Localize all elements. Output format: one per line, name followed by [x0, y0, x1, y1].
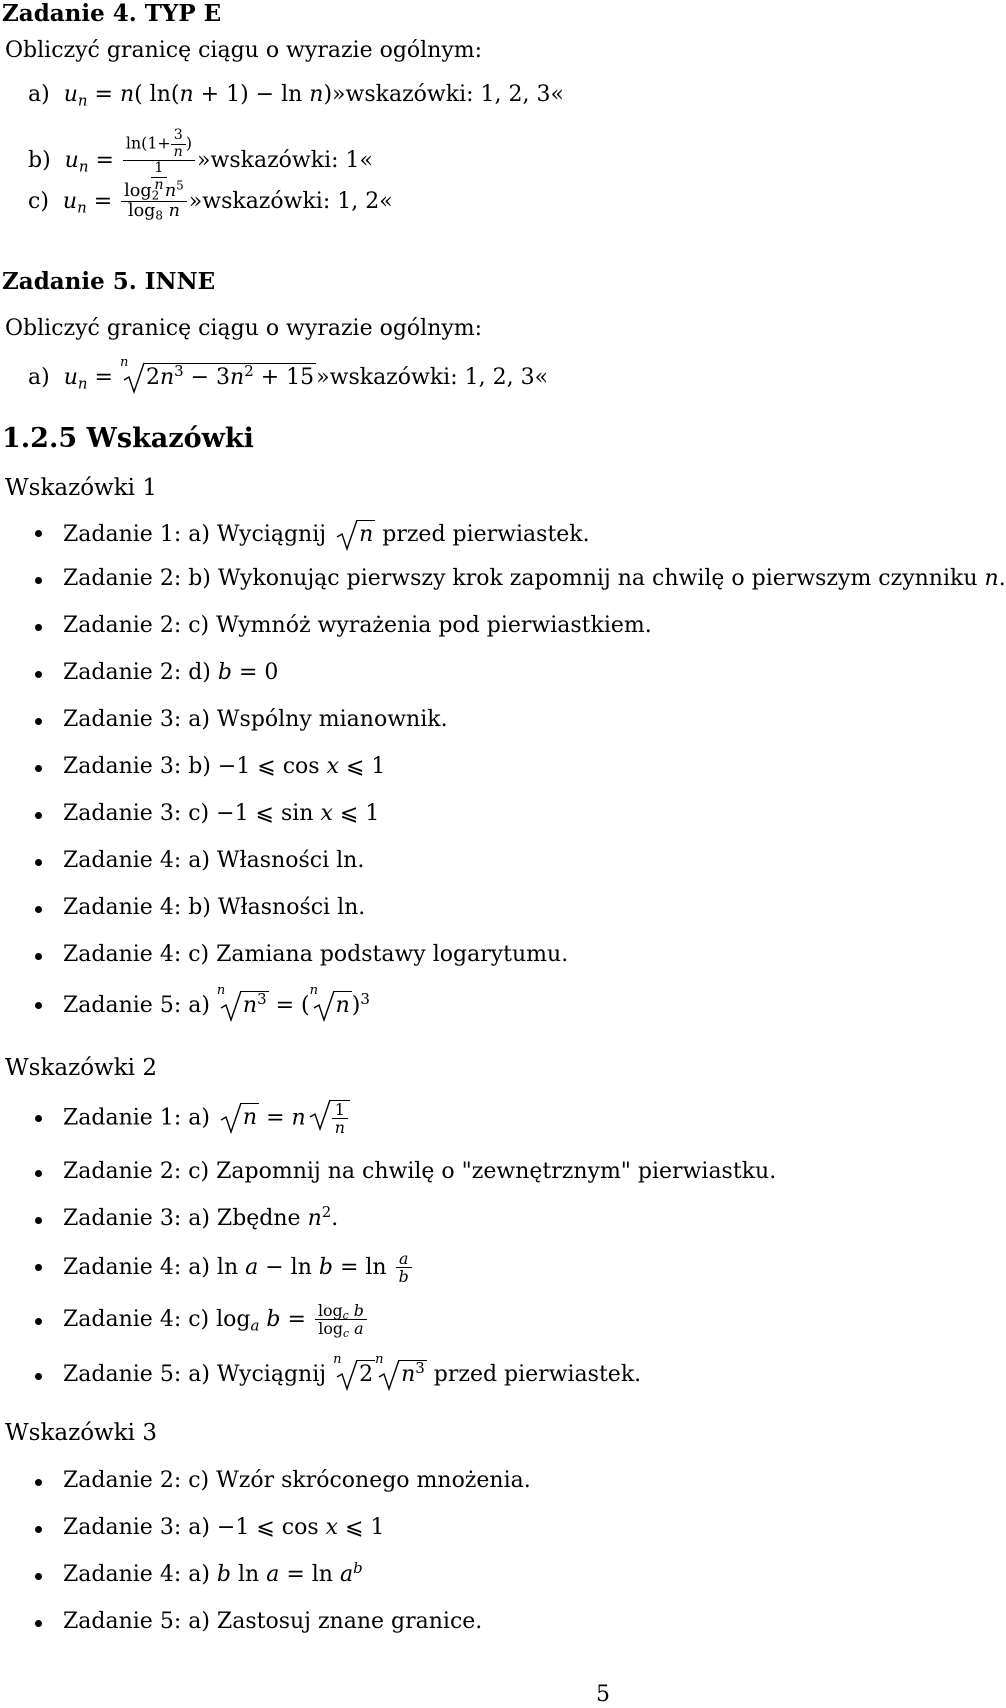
- bullet: [35, 859, 42, 866]
- bullet: [35, 671, 42, 678]
- bullet: [35, 1115, 42, 1122]
- hint-ref: »wskazówki: 1, 2, 3«: [332, 82, 564, 107]
- w2-item-2: Zadanie 2: c) Zapomnij na chwilę o "zewnętrznym" pierwiastku.: [63, 1159, 777, 1184]
- bullet: [35, 1526, 42, 1533]
- w1-item-5: Zadanie 3: a) Wspólny mianownik.: [63, 707, 448, 732]
- w3-item-2: Zadanie 3: a) −1 ⩽ cos x ⩽ 1: [63, 1515, 385, 1540]
- bullet: [35, 530, 42, 537]
- formula: $u_n$ = $\frac{\log_2 n^5}{\log_8 n}$: [56, 189, 189, 214]
- page-number: 5: [596, 1682, 610, 1707]
- bullet: [35, 906, 42, 913]
- item-label: a): [28, 365, 50, 390]
- zadanie-4-a: [28, 82, 564, 108]
- bullet: [35, 718, 42, 725]
- w1-item-11: Zadanie 5: a) n $n^3$ = ( n n)$^3$: [63, 983, 370, 1018]
- zadanie-4-c: [28, 178, 393, 223]
- bullet: [35, 577, 42, 584]
- zadanie-4-intro: Obliczyć granicę ciągu o wyrazie ogólnym:: [5, 38, 483, 63]
- item-label: b): [28, 147, 51, 173]
- bullet: [35, 1373, 42, 1380]
- w1-item-2: Zadanie 2: b) Wykonując pierwszy krok zapomnij na chwilę o pierwszym czynniku n.: [63, 566, 1006, 591]
- bullet: [35, 1479, 42, 1486]
- formula: $u_n$ = ln(1+ $\frac{3}{n}$ ) $\frac{1}{n}$: [58, 148, 197, 173]
- w2-item-1: Zadanie 1: a) n = n $\frac{1}{n}$: [63, 1100, 350, 1137]
- w1-item-10: Zadanie 4: c) Zamiana podstawy logarytumu.: [63, 942, 569, 967]
- w1-item-4: Zadanie 2: d) b = 0: [63, 660, 279, 685]
- w2-item-3: Zadanie 3: a) Zbędne $n^2$.: [63, 1202, 339, 1231]
- hint-ref: »wskazówki: 1«: [197, 147, 373, 173]
- w1-item-7: Zadanie 3: c) −1 ⩽ sin x ⩽ 1: [63, 801, 380, 826]
- formula: $u_n$ = n $2n^3 - 3n^2 + 15$: [63, 355, 315, 393]
- w3-item-3: Zadanie 4: a) b $\ln a = \ln a^b$: [63, 1558, 363, 1587]
- w2-item-6: Zadanie 5: a) Wyciągnij n 2 n $n^3$ przed pierwiastek.: [63, 1352, 642, 1387]
- item-label: a): [28, 82, 50, 107]
- w3-item-4: Zadanie 5: a) Zastosuj znane granice.: [63, 1609, 483, 1634]
- item-label: c): [28, 188, 49, 214]
- w2-item-5: Zadanie 4: c) $\log_a b$ = $\frac{\log_c b}{\log_c a}$: [63, 1302, 369, 1338]
- w3-item-1: Zadanie 2: c) Wzór skróconego mnożenia.: [63, 1468, 531, 1493]
- bullet: [35, 1264, 42, 1271]
- w1-item-3: Zadanie 2: c) Wymnóż wyrażenia pod pierwiastkiem.: [63, 613, 652, 638]
- wskazowki-2-title: Wskazówki 2: [5, 1055, 157, 1081]
- section-title: 1.2.5 Wskazówki: [2, 423, 254, 454]
- w1-item-9: Zadanie 4: b) Własności ln.: [63, 895, 366, 920]
- zadanie-5-a: [28, 355, 549, 393]
- bullet: [35, 624, 42, 631]
- bullet: [35, 1573, 42, 1580]
- w1-item-1: Zadanie 1: a) Wyciągnij n przed pierwiastek.: [63, 522, 590, 547]
- bullet: [35, 1002, 42, 1009]
- zadanie-5-heading: Zadanie 5. INNE: [2, 268, 216, 295]
- bullet: [35, 1318, 42, 1325]
- zadanie-5-intro: Obliczyć granicę ciągu o wyrazie ogólnym:: [5, 316, 483, 341]
- hint-ref: »wskazówki: 1, 2«: [188, 188, 393, 214]
- bullet: [35, 1170, 42, 1177]
- w2-item-4: Zadanie 4: a) ln a − ln b = ln $\frac{a}{b}$: [63, 1250, 414, 1286]
- bullet: [35, 1620, 42, 1627]
- zadanie-4-heading: Zadanie 4. TYP E: [2, 0, 222, 27]
- hint-ref: »wskazówki: 1, 2, 3«: [316, 365, 549, 390]
- w1-item-6: Zadanie 3: b) −1 ⩽ cos x ⩽ 1: [63, 754, 386, 779]
- w1-item-8: Zadanie 4: a) Własności ln.: [63, 848, 365, 873]
- wskazowki-3-title: Wskazówki 3: [5, 1420, 157, 1446]
- bullet: [35, 812, 42, 819]
- bullet: [35, 953, 42, 960]
- wskazowki-1-title: Wskazówki 1: [5, 475, 157, 501]
- formula: $u_n = n$( ln(n + 1) − ln n): [63, 82, 333, 110]
- bullet: [35, 1217, 42, 1224]
- bullet: [35, 765, 42, 772]
